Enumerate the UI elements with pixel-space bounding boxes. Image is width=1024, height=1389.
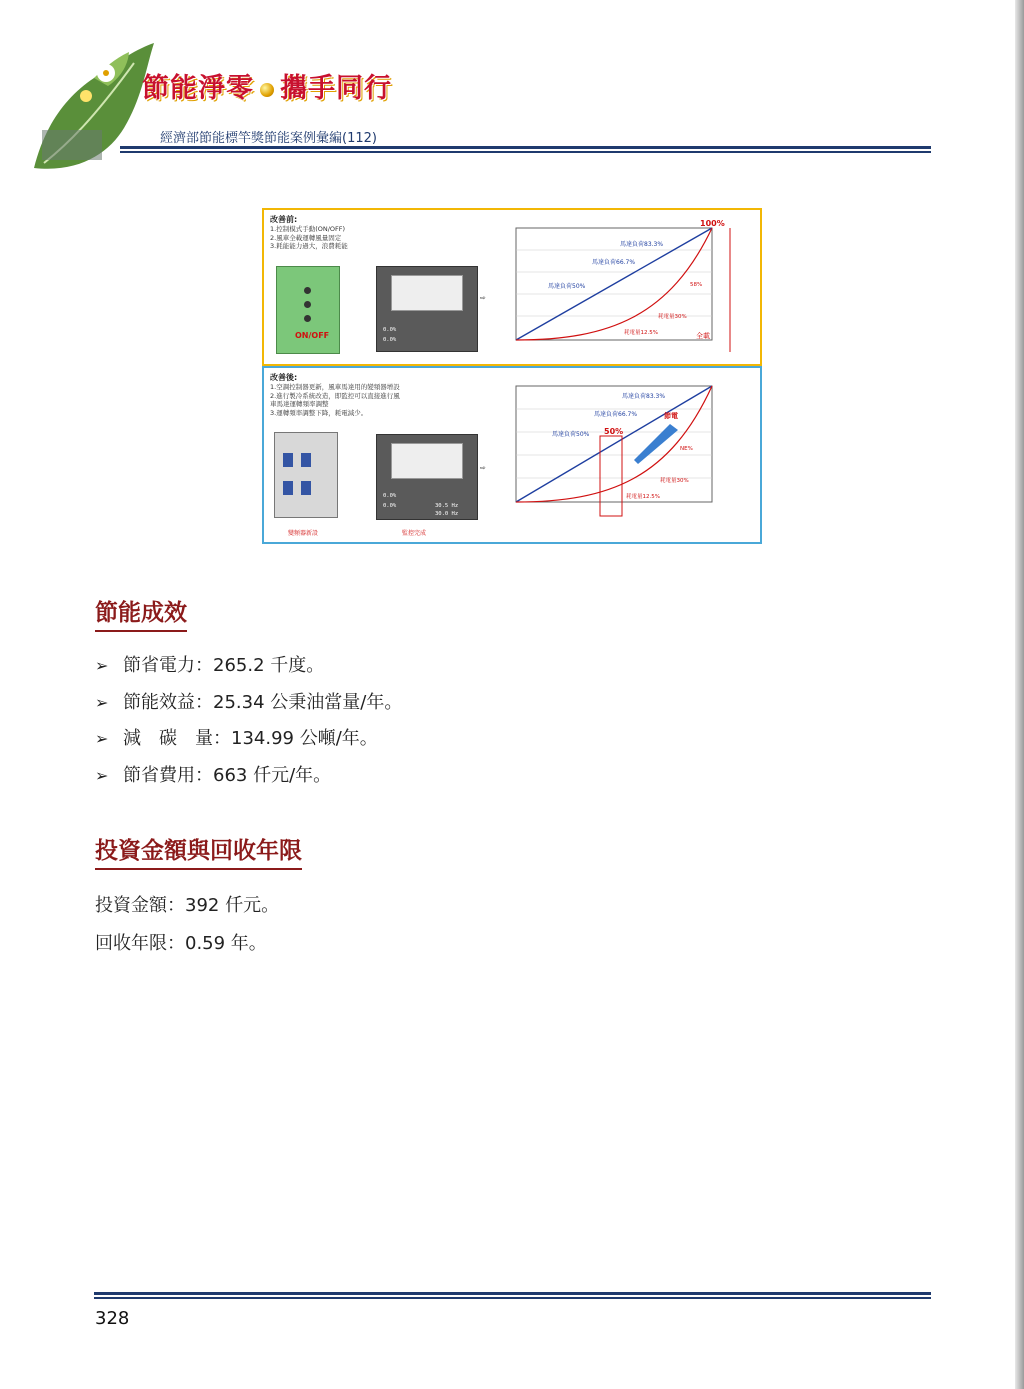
drive-screen-before xyxy=(376,266,478,352)
before-item: 3.耗能能力過大，浪費耗能 xyxy=(270,242,348,250)
curve-label: 58% xyxy=(690,282,703,288)
inverter-unit xyxy=(283,453,293,467)
arrow-label: 節電 xyxy=(664,412,678,420)
inverter-unit xyxy=(301,481,311,495)
header-subtitle: 經濟部節能標竿獎節能案例彙編(112) xyxy=(160,131,377,146)
before-panel xyxy=(262,208,762,366)
after-item: 3.運轉頻率調整下降，耗電減少。 xyxy=(270,408,368,417)
before-load-chart xyxy=(500,216,754,360)
page-number: 328 xyxy=(95,1308,130,1329)
line-label: 馬達負荷66.7% xyxy=(594,411,638,418)
investment-heading: 投資金額與回收年限 xyxy=(95,832,302,870)
effect-item xyxy=(95,648,402,685)
after-item: 車馬達運轉頻率調整 xyxy=(270,400,329,408)
effect-item xyxy=(95,758,402,795)
bullet-arrow-icon: ➢ xyxy=(95,766,109,786)
control-knob xyxy=(304,301,311,308)
before-item: 1.控制模式手動(ON/OFF) xyxy=(270,225,346,233)
slogan xyxy=(142,66,392,105)
effect-item xyxy=(95,721,402,758)
effect-text: 節省電力：265.2 千度。 xyxy=(123,655,325,676)
arrow-right-icon: ⇨ xyxy=(480,294,486,302)
effect-text: 減 碳 量：134.99 公噸/年。 xyxy=(123,728,378,750)
curve-label: 耗電量12.5% xyxy=(626,494,660,500)
after-item: 1.空調控制器更新，風車馬達用的變頻器增設 xyxy=(270,383,400,391)
readout-value: 0.0% xyxy=(383,493,397,499)
line-label: 馬達負荷50% xyxy=(548,283,586,290)
monitor-caption: 監控完成 xyxy=(402,530,427,537)
readout-value: 0.0% xyxy=(383,327,397,333)
full-load-note: 全載 xyxy=(696,332,710,340)
effect-list xyxy=(95,648,402,795)
before-title: 改善前: xyxy=(270,215,298,224)
taiwan-leaf-logo xyxy=(24,38,174,188)
before-item: 2.風車全載運轉風量固定 xyxy=(270,233,342,242)
after-panel xyxy=(262,366,762,544)
line-label: 馬達負荷66.7% xyxy=(592,259,636,266)
drive-display xyxy=(391,443,463,479)
arrow-right-icon: ⇨ xyxy=(480,464,486,472)
curve-label: 耗電量30% xyxy=(660,478,689,484)
readout-value: 30.0 Hz xyxy=(435,511,459,517)
on-off-control-box xyxy=(276,266,340,354)
readout-value: 0.0% xyxy=(383,503,397,509)
control-knob xyxy=(304,315,311,322)
line-label: 馬達負荷83.3% xyxy=(622,393,666,400)
bullet-arrow-icon: ➢ xyxy=(95,692,109,712)
inverter-caption: 變頻器新設 xyxy=(288,530,319,537)
top-label: 100% xyxy=(700,219,725,228)
slogan-right: 攜手同行 xyxy=(280,73,392,104)
effect-text: 節能效益：25.34 公秉油當量/年。 xyxy=(123,691,403,713)
on-off-label: ON/OFF xyxy=(295,331,330,340)
readout-value: 0.0% xyxy=(383,337,397,343)
effect-text: 節省費用：663 仟元/年。 xyxy=(123,765,332,787)
right-note: NE% xyxy=(680,446,693,452)
drive-display xyxy=(391,275,463,311)
curve-label: 耗電量12.5% xyxy=(624,330,658,336)
line-label: 馬達負荷83.3% xyxy=(620,241,664,248)
after-list xyxy=(270,383,400,417)
after-item: 2.進行製冷系統改造，即監控可以直接進行風 xyxy=(270,391,400,400)
payback-period: 回收年限：0.59 年。 xyxy=(95,933,267,954)
flower-icon xyxy=(260,83,274,97)
inverter-unit xyxy=(283,481,293,495)
slogan-left: 節能淨零 xyxy=(142,73,254,104)
investment-amount: 投資金額：392 仟元。 xyxy=(95,895,280,916)
footer-rule xyxy=(94,1292,931,1300)
after-load-chart xyxy=(500,374,754,536)
inverter-cabinet xyxy=(274,432,338,518)
bullet-arrow-icon: ➢ xyxy=(95,729,109,749)
inverter-unit xyxy=(301,453,311,467)
line-label: 馬達負荷50% xyxy=(552,431,590,438)
effect-item xyxy=(95,685,402,722)
highlight-label: 50% xyxy=(604,427,624,436)
header-rule xyxy=(120,146,931,154)
page-edge-shadow xyxy=(1015,0,1024,1389)
readout-value: 30.5 Hz xyxy=(435,503,459,509)
effect-heading: 節能成效 xyxy=(95,594,187,632)
drive-screen-after xyxy=(376,434,478,520)
improvement-figure xyxy=(262,208,762,544)
before-list xyxy=(270,225,348,251)
after-title: 改善後: xyxy=(270,373,298,382)
control-knob xyxy=(304,287,311,294)
bullet-arrow-icon: ➢ xyxy=(95,656,109,675)
curve-label: 耗電量30% xyxy=(658,314,687,320)
